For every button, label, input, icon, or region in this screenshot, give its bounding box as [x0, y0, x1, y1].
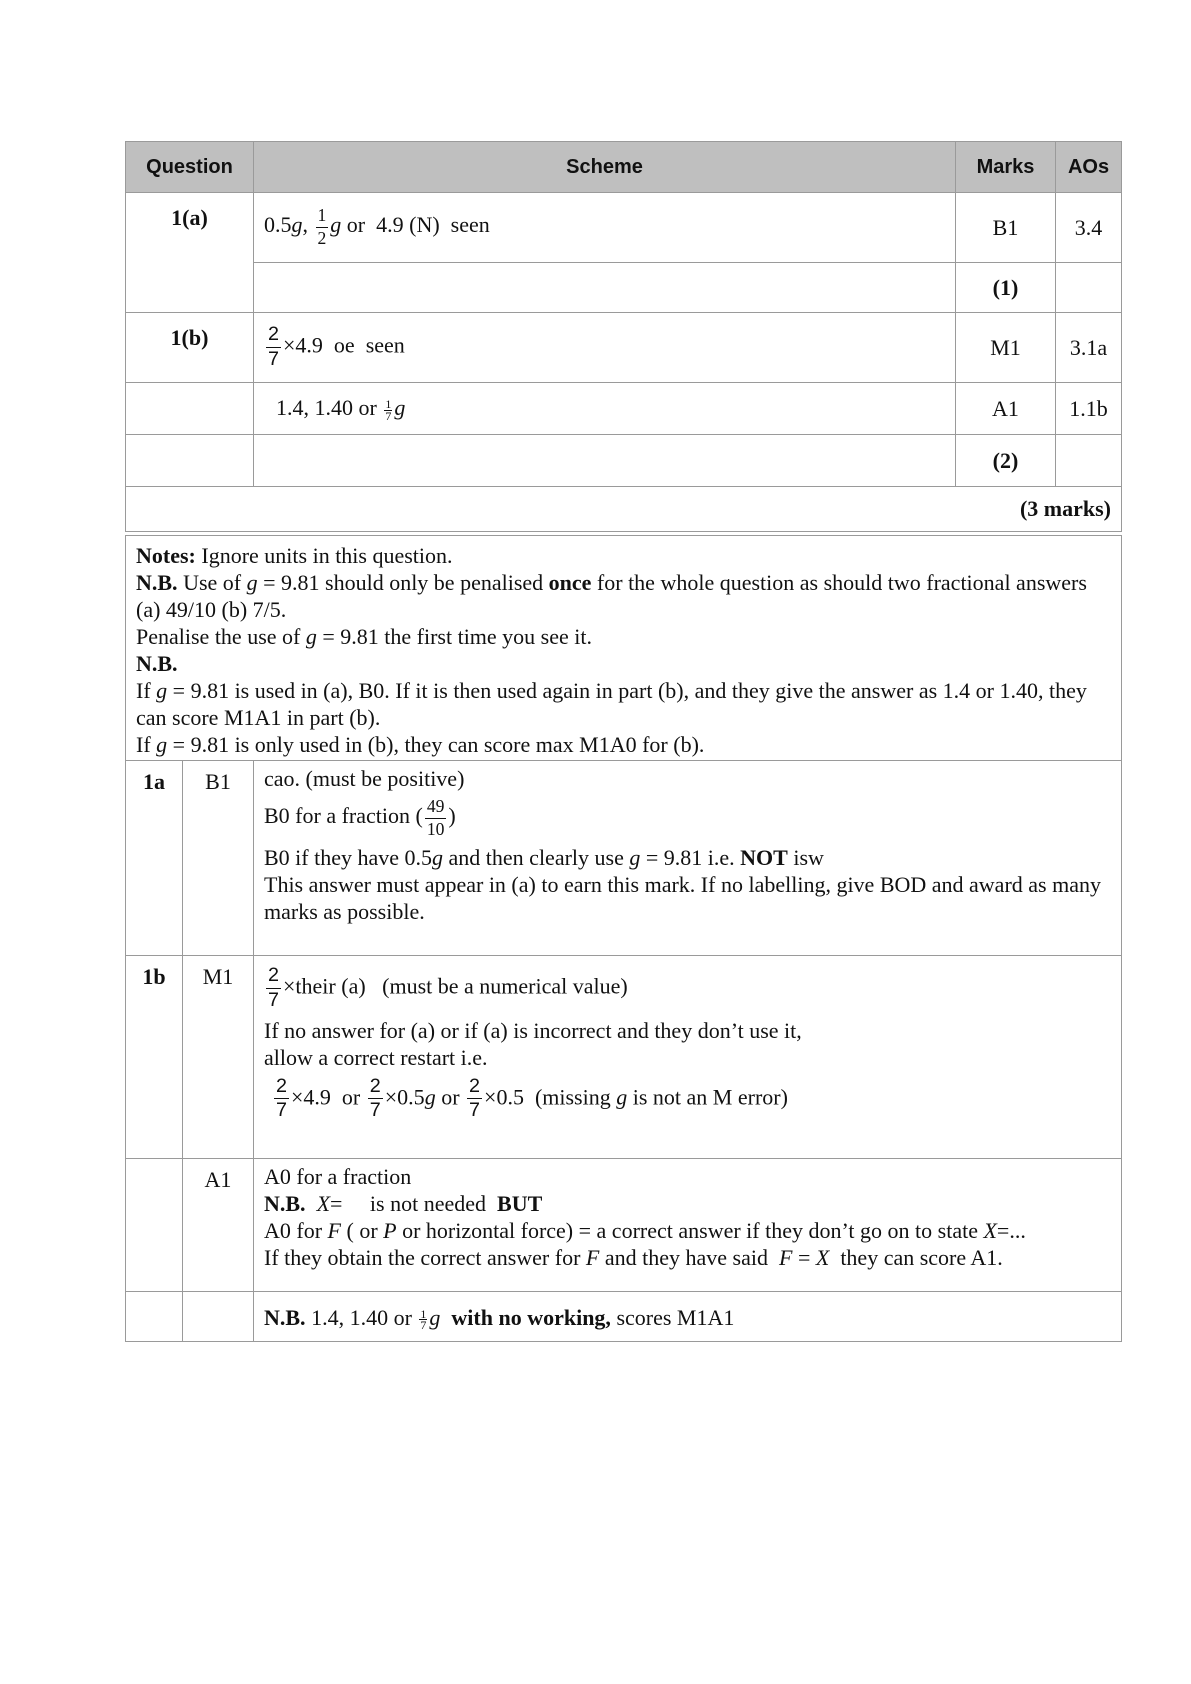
scheme-empty	[254, 263, 956, 313]
ao-empty	[1056, 263, 1122, 313]
ao-1a: 3.4	[1056, 193, 1122, 263]
mark-1a: B1	[956, 193, 1056, 263]
fraction-1-7: $\frac{1}{7}$	[385, 397, 392, 423]
question-empty	[126, 383, 254, 435]
detail-q-1a: 1a	[126, 761, 183, 956]
ao-1b-m1: 3.1a	[1056, 313, 1122, 383]
question-label-1a: 1(a)	[126, 193, 254, 313]
question-header: Question	[126, 142, 254, 193]
total-1a: (1)	[956, 263, 1056, 313]
detail-row-1b-a1	[126, 1159, 1122, 1292]
mark-scheme-table	[125, 141, 1122, 532]
scheme-1b-a1: 1.4, 1.40 or $\frac{1}{7}$ g	[254, 383, 956, 435]
header-row	[126, 142, 1122, 193]
detail-text-1b-a1: A0 for a fraction N.B. X= is not needed BUT A0 for F ( or P or horizontal force) = a correct answer if they don’t go on to state X=... If they obtain the correct answer for F and they have said F = X they can score A1.	[254, 1159, 1122, 1292]
aos-header: AOs	[1056, 142, 1122, 193]
mark-1b-a1: A1	[956, 383, 1056, 435]
scheme-1b-m1: $\frac{2}{7}$ ×4.9 oe seen	[254, 313, 956, 383]
detail-row-nb	[126, 1292, 1122, 1342]
row-1b-total	[126, 435, 1122, 487]
mark-1b-m1: M1	[956, 313, 1056, 383]
notes-table	[125, 535, 1122, 1342]
detail-text-1a: cao. (must be positive) B0 for a fraction ( $\frac{49}{10}$ ) B0 if they have 0.5g and then clearly use g = 9.81 i.e. NOT isw This answer must appear in (a) to earn this mark. If no labelling, give BOD and award as many marks as possible.	[254, 761, 1122, 956]
detail-row-1a	[126, 761, 1122, 956]
detail-mark-b1: B1	[183, 761, 254, 956]
notes-row	[126, 536, 1122, 761]
marks-header: Marks	[956, 142, 1056, 193]
fraction-half: $\frac{1}{2}$	[317, 205, 327, 248]
scheme-1a: 0.5g, $\frac{1}{2}$ g or 4.9 (N) seen	[254, 193, 956, 263]
row-question-total	[126, 487, 1122, 532]
question-empty	[126, 435, 254, 487]
general-notes: Notes: Ignore units in this question. N.B. Use of g = 9.81 should only be penalised once for the whole question as should two fractional answers (a) 49/10 (b) 7/5. Penalise the use of g = 9.81 the first time you see it. N.B. If g = 9.81 is used in (a), B0. If it is then used again in part (b), and they give the answer as 1.4 or 1.40, they can score M1A1 in part (b). If g = 9.81 is only used in (b), they can score max M1A0 for (b).	[126, 536, 1122, 761]
row-1b-a1	[126, 383, 1122, 435]
fraction-2-7: $\frac{2}{7}$	[268, 323, 280, 370]
detail-q-1b: 1b	[126, 956, 183, 1159]
detail-text-nb: N.B. 1.4, 1.40 or $\frac{1}{7}$ g with no working, scores M1A1	[254, 1292, 1122, 1342]
question-total: (3 marks)	[126, 487, 1122, 532]
detail-q-empty	[126, 1292, 183, 1342]
row-1a-total	[126, 263, 1122, 313]
detail-text-1b-m1: $\frac{2}{7}$ ×their (a) (must be a numerical value) If no answer for (a) or if (a) is incorrect and they don’t use it, allow a correct restart i.e. $\frac{2}{7}$ ×4.9 or $\frac{2}{7}$ ×0.5g or $\frac{2}{7}$ ×0.5 (missing g is not an M error)	[254, 956, 1122, 1159]
row-1a-b1	[126, 193, 1122, 263]
detail-q-empty	[126, 1159, 183, 1292]
detail-row-1b-m1	[126, 956, 1122, 1159]
total-1b: (2)	[956, 435, 1056, 487]
detail-mark-empty	[183, 1292, 254, 1342]
row-1b-m1	[126, 313, 1122, 383]
question-label-1b: 1(b)	[126, 313, 254, 383]
detail-mark-a1: A1	[183, 1159, 254, 1292]
ao-1b-a1: 1.1b	[1056, 383, 1122, 435]
ao-empty	[1056, 435, 1122, 487]
fraction-49-10: $\frac{49}{10}$	[426, 796, 445, 839]
scheme-empty	[254, 435, 956, 487]
detail-mark-m1: M1	[183, 956, 254, 1159]
scheme-header: Scheme	[254, 142, 956, 193]
